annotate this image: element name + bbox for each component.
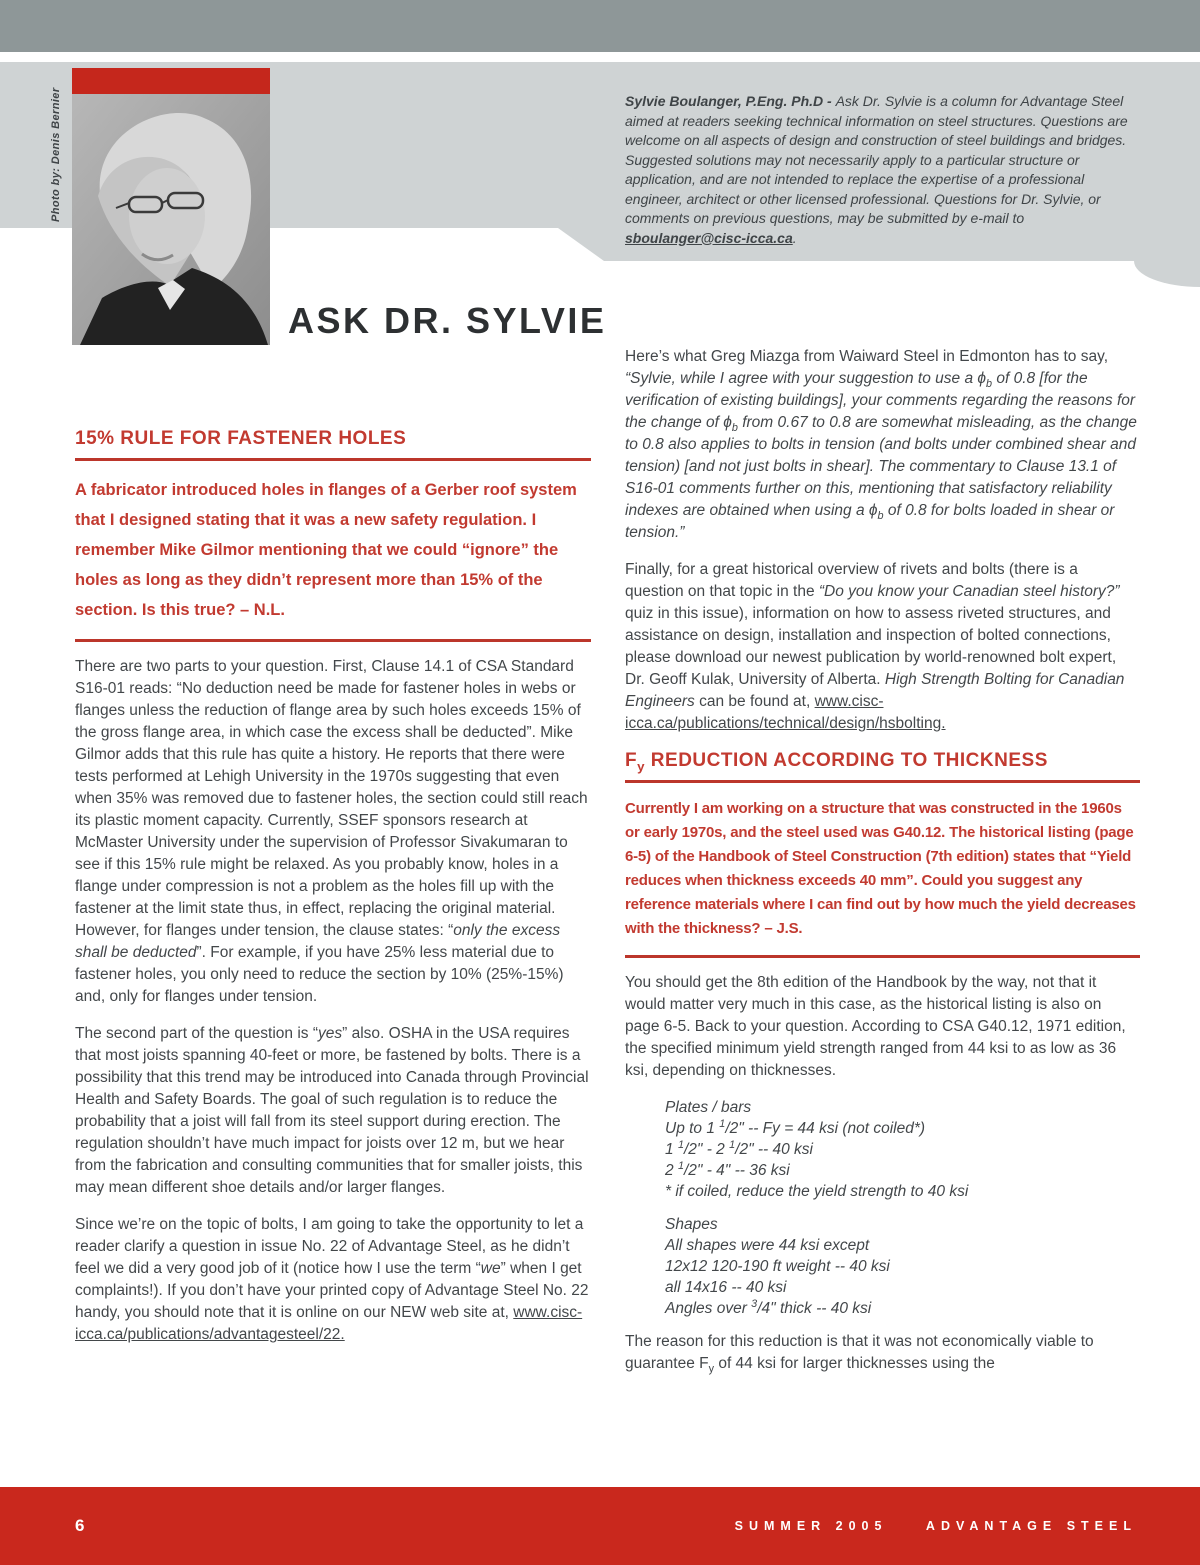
top-gray-band bbox=[0, 0, 1200, 52]
spec-line: * if coiled, reduce the yield strength to 40 ksi bbox=[665, 1183, 969, 1200]
link[interactable]: sboulanger@cisc-icca.ca bbox=[625, 229, 793, 246]
footer-magazine-label: ADVANTAGE STEEL bbox=[925, 1519, 1137, 1533]
spec-line: 12x12 120-190 ft weight -- 40 ksi bbox=[665, 1258, 890, 1275]
answer-paragraph: The second part of the question is “yes” also. OSHA in the USA requires that most joists spanning 40-feet or more, be fastened by bolts. There is a possibility that this trend may be introduced into Canada through Provincial Health and Safety Boards. The goal of such regulation is to reduce the probability that a joist will fall from its steel support during erection. The regulation shouldn’t have much impact for joists over 12 m, but we hear from the fabrication and consulting communities that for smaller joists, this may mean different shoe details and/or larger flanges. bbox=[75, 1025, 589, 1196]
photo-red-bar bbox=[72, 68, 270, 94]
reader-question-fastener: A fabricator introduced holes in flanges of a Gerber roof system that I designed stating that it was a new safety regulation. I remember Mike Gilmor mentioning that we could “ignore” the holes as long as they didn’t represent more than 15% of the section. Is this true? – N.L. bbox=[75, 481, 577, 619]
answer-paragraph: Here’s what Greg Miazga from Waiward Steel in Edmonton has to say, “Sylvie, while I agree with your suggestion to use a $\phi_b$ of 0.8 [for the verification of existing buildings], your comments regarding the reasons for the change of $\phi_b$ from 0.67 to 0.8 are somewhat misleading, as the change to 0.8 also applies to bolts in tension (and bolts under combined shear and tension) [and not just bolts in shear]. The commentary to Clause 13.1 of S16-01 comments further on this, mentioning that satisfactory reliability indexes are obtained when using a $\phi_b$ of 0.8 for bolts loaded in shear or tension.” bbox=[625, 348, 1137, 541]
shapes-spec-list bbox=[665, 1214, 1140, 1319]
page-number: 6 bbox=[75, 1516, 85, 1535]
author-photo-frame bbox=[72, 68, 270, 345]
spec-line: 1 $^1$/2" - 2 $^1$/2" -- 40 ksi bbox=[665, 1138, 813, 1158]
spec-line: all 14x16 -- 40 ksi bbox=[665, 1279, 787, 1296]
plates-spec-list bbox=[665, 1097, 1140, 1202]
red-rule bbox=[75, 639, 591, 642]
photo-credit: Photo by: Denis Bernier bbox=[50, 87, 62, 222]
link[interactable]: www.cisc-icca.ca/publications/advantagesteel/22. bbox=[75, 1304, 583, 1343]
reader-question-fy: Currently I am working on a structure that was constructed in the 1960s or early 1970s, and the steel used was G40.12. The historical listing (page 6-5) of the Handbook of Steel Construction (7th edition) states that “Yield reduces when thickness exceeds 40 mm”. Could you suggest any reference materials where I can find out by how much the yield decreases with the thickness? – J.S. bbox=[625, 800, 1136, 937]
spec-line: Up to 1 $^1$/2" -- Fy = 44 ksi (not coiled*) bbox=[665, 1117, 926, 1137]
footer-band bbox=[0, 1487, 1200, 1565]
right-column bbox=[625, 346, 1140, 1390]
spec-line: Shapes bbox=[665, 1216, 718, 1233]
red-rule bbox=[625, 780, 1140, 783]
answer-paragraph: There are two parts to your question. First, Clause 14.1 of CSA Standard S16-01 reads: “No deduction need be made for fastener holes in webs or flanges unless the reduction of flange area by such holes exceeds 15% of the gross flange area, in which case the excess shall be deducted”. Mike Gilmor adds that this rule has quite a history. He reports that there were tests performed at Lehigh University in the 1970s suggesting that even when 35% was removed due to fastener holes, the section could still reach its plastic moment capacity. Currently, SSEF sponsors research at McMaster University under the supervision of Professor Sivakumaran to see if this 15% rule might be relaxed. As you probably know, holes in a flange under compression is not a problem as the holes fill up with the fastener at the limit state thus, in effect, replacing the original material. However, for flanges under tension, the clause states: “only the excess shall be deducted”. For example, if you have 25% less material due to fastener holes, you only need to reduce the section by 10% (25%-15%) and, only for flanges under tension. bbox=[75, 658, 588, 1005]
page-title: ASK DR. SYLVIE bbox=[288, 300, 607, 341]
spec-line: Plates / bars bbox=[665, 1099, 752, 1116]
answer-paragraph: Since we’re on the topic of bolts, I am going to take the opportunity to let a reader clarify a question in issue No. 22 of Advantage Steel, as he didn’t feel we did a very good job of it (notice how I use the term “we” when I get complaints!). If you don’t have your printed copy of Advantage Steel No. 22 handy, you should note that it is online on our NEW web site at, www.cisc-icca.ca/publications/advantagesteel/22. bbox=[75, 1216, 589, 1343]
red-rule bbox=[75, 458, 591, 461]
link[interactable]: www.cisc-icca.ca/publications/technical/design/hsbolting. bbox=[625, 693, 946, 732]
intro-paragraph: Sylvie Boulanger, P.Eng. Ph.D - Ask Dr. Sylvie is a column for Advantage Steel aimed at readers seeking technical information on steel structures. Questions are welcome on all aspects of design and construction of steel buildings and bridges. Suggested solutions may not necessarily apply to a particular structure or application, and are not intended to replace the expertise of a professional engineer, architect or other licensed professional. Questions for Dr. Sylvie, or comments on previous questions, may be submitted by e-mail to sboulanger@cisc-icca.ca. bbox=[625, 93, 1128, 246]
answer-paragraph: Finally, for a great historical overview of rivets and bolts (there is a question on that topic in the “Do you know your Canadian steel history?” quiz in this issue), information on how to assess riveted structures, and assistance on design, installation and inspection of bolted connections, please download our newest publication by world-renowned bolt expert, Dr. Geoff Kulak, University of Alberta. High Strength Bolting for Canadian Engineers can be found at, www.cisc-icca.ca/publications/technical/design/hsbolting. bbox=[625, 561, 1125, 732]
section-heading-fastener-holes: 15% RULE FOR FASTENER HOLES bbox=[75, 428, 407, 449]
footer-issue-info bbox=[735, 1517, 1137, 1535]
header-gray-panel-corner bbox=[1134, 261, 1200, 287]
footer-issue-label: SUMMER 2005 bbox=[734, 1519, 888, 1533]
spec-line: Angles over $^3$/4" thick -- 40 ksi bbox=[665, 1297, 872, 1317]
section-heading-fy-reduction: $F_y$ REDUCTION ACCORDING TO THICKNESS bbox=[625, 750, 1048, 774]
author-portrait-photo bbox=[72, 94, 270, 345]
spec-line: All shapes were 44 ksi except bbox=[665, 1237, 870, 1254]
left-column bbox=[75, 428, 591, 1361]
red-rule bbox=[625, 955, 1140, 958]
answer-paragraph: The reason for this reduction is that it was not economically viable to guarantee $F_y$ of 44 ksi for larger thicknesses using the bbox=[625, 1333, 1094, 1376]
spec-line: 2 $^1$/2" - 4" -- 36 ksi bbox=[665, 1159, 790, 1179]
answer-paragraph: You should get the 8th edition of the Handbook by the way, not that it would matter very much in this case, as the historical listing is also on page 6-5. Back to your question. According to CSA G40.12, 1971 edition, the specified minimum yield strength ranged from 44 ksi to as low as 36 ksi, depending on thicknesses. bbox=[625, 974, 1126, 1079]
